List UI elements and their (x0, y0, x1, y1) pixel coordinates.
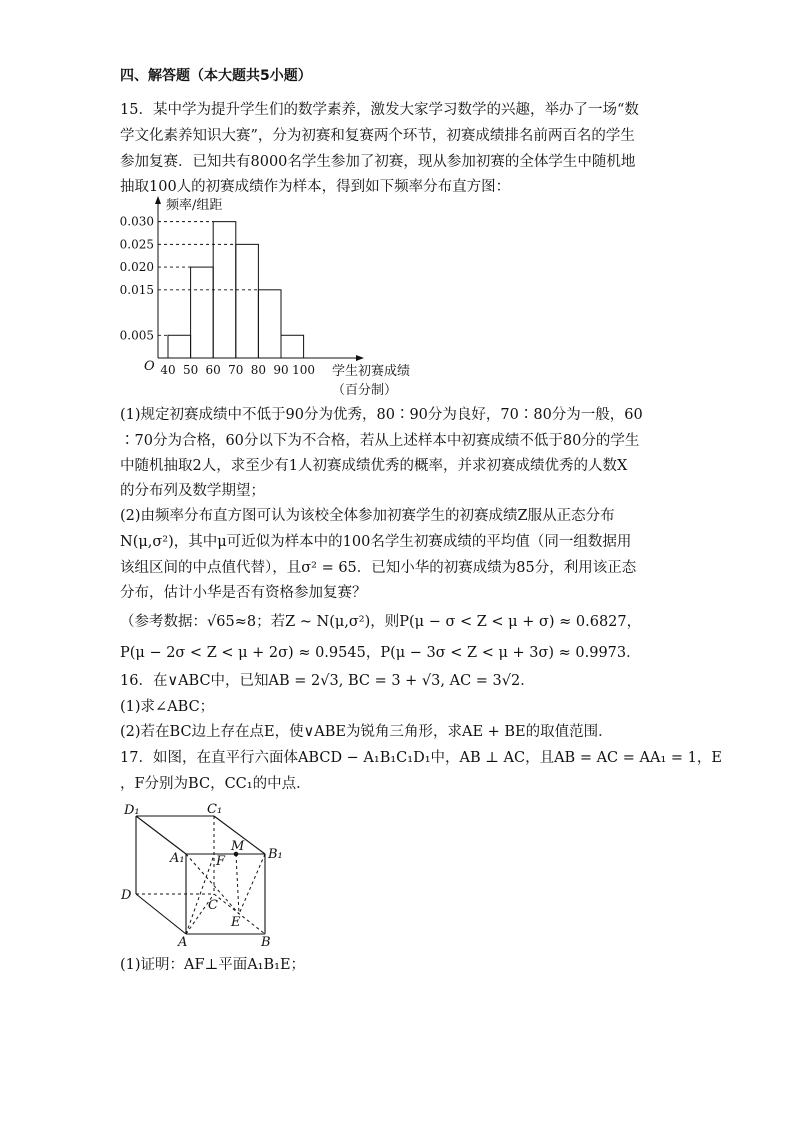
parallelepiped-figure (110, 796, 300, 952)
problem-17-line-1: 17．如图，在直平行六面体ABCD − A₁B₁C₁D₁中，AB ⊥ AC，且AB = AC = AA₁ = 1，E (120, 750, 722, 766)
segment-m-e (236, 854, 239, 914)
y-tick-label: 0.020 (119, 260, 154, 275)
question-1-line-1: (1)规定初赛成绩中不低于90分为优秀，80∶90分为良好，70∶80分为一般，60 (120, 407, 643, 423)
histogram (110, 192, 440, 406)
problem-16-question-1: (1)求∠ABC； (120, 699, 215, 715)
x-tick-label: 90 (273, 363, 289, 377)
question-1-line-2: ∶70分为合格，60分以下为不合格，若从上述样本中初赛成绩不低于80分的学生 (120, 433, 640, 449)
question-1-line-3: 中随机抽取2人，求至少有1人初赛成绩优秀的概率，并求初赛成绩优秀的人数X (120, 458, 628, 474)
problem-15-line-2: 学文化素养知识大赛”，分为初赛和复赛两个环节，初赛成绩排名前两百名的学生 (120, 128, 635, 144)
reference-data-line-2: P(μ − 2σ < Z < μ + 2σ) ≈ 0.9545，P(μ − 3σ < Z < μ + 3σ) ≈ 0.9973． (120, 645, 641, 661)
histogram-bar (191, 267, 214, 358)
histogram-axes (155, 196, 364, 361)
problem-15-line-1: 15．某中学为提升学生们的数学素养，激发大家学习数学的兴趣，举办了一场“数 (120, 102, 639, 118)
problem-17-line-2: ，F分别为BC，CC₁的中点． (120, 776, 311, 792)
x-tick-label: 60 (205, 363, 221, 377)
y-tick-label: 0.025 (119, 237, 154, 252)
label-m: M (231, 839, 245, 854)
problem-16-line-1: 16．在∨ABC中，已知AB = 2√3, BC = 3 + √3, AC = 3√2． (120, 673, 535, 689)
question-2-line-2: N(μ,σ²)，其中μ可近似为样本中的100名学生初赛成绩的平均值（同一组数据用 (120, 534, 632, 550)
problem-16-question-2: (2)若在BC边上存在点E，使∨ABE为锐角三角形，求AE + BE的取值范围． (120, 724, 613, 740)
label-c: C (208, 898, 218, 913)
x-tick-label: 40 (160, 363, 176, 377)
y-tick-label: 0.015 (119, 282, 154, 297)
edge-d-a (136, 894, 186, 934)
x-axis-arrow (356, 355, 364, 361)
x-tick-label: 50 (182, 363, 199, 377)
edge-d1-a1 (136, 816, 186, 854)
histogram-bar (258, 290, 281, 358)
label-d: D (121, 888, 132, 903)
histogram-bar (236, 244, 259, 358)
label-e: E (231, 915, 241, 930)
question-2-line-1: (2)由频率分布直方图可认为该校全体参加初赛学生的初赛成绩Z服从正态分布 (120, 508, 615, 524)
segment-b1-e (239, 854, 265, 914)
problem-15-line-3: 参加复赛．已知共有8000名学生参加了初赛，现从参加初赛的全体学生中随机地 (120, 154, 636, 170)
y-axis-arrow (155, 196, 161, 204)
reference-data-line-1: （参考数据：√65≈8；若Z ~ N(μ,σ²)，则P(μ − σ < Z < μ + σ) ≈ 0.6827， (120, 614, 642, 630)
x-axis-sublabel: （百分制） (332, 383, 398, 398)
label-a1: A₁ (170, 851, 185, 866)
section-heading: 四、解答题（本大题共5小题） (120, 68, 312, 84)
x-axis-label: 学生初赛成绩 (332, 364, 411, 379)
label-c1: C₁ (207, 802, 223, 817)
label-d1: D₁ (124, 803, 140, 818)
y-tick-label: 0.030 (119, 214, 154, 229)
label-a: A (178, 935, 188, 950)
question-2-line-4: 分布，估计小华是否有资格参加复赛？ (120, 585, 367, 601)
label-b: B (261, 935, 271, 950)
histogram-bar (168, 335, 191, 358)
problem-15-line-4: 抽取100人的初赛成绩作为样本，得到如下频率分布直方图： (120, 179, 511, 195)
x-tick-label: 70 (228, 363, 244, 377)
x-tick-label: 80 (250, 363, 267, 377)
question-2-line-3: 该组区间的中点值代替），且σ² = 65．已知小华的初赛成绩为85分，利用该正态 (120, 560, 637, 576)
question-1-line-4: 的分布列及数学期望； (120, 483, 265, 499)
y-axis-label: 频率/组距 (166, 198, 223, 213)
histogram-guides (158, 222, 258, 336)
y-tick-label: 0.005 (119, 328, 154, 343)
problem-17-question-1: (1)证明：AF⊥平面A₁B₁E； (120, 957, 306, 973)
label-b1: B₁ (268, 847, 283, 862)
label-f: F (216, 854, 226, 869)
x-tick-label: 100 (292, 363, 316, 377)
histogram-labels (120, 197, 410, 398)
origin-label: O (144, 359, 155, 374)
histogram-bar (281, 335, 304, 358)
